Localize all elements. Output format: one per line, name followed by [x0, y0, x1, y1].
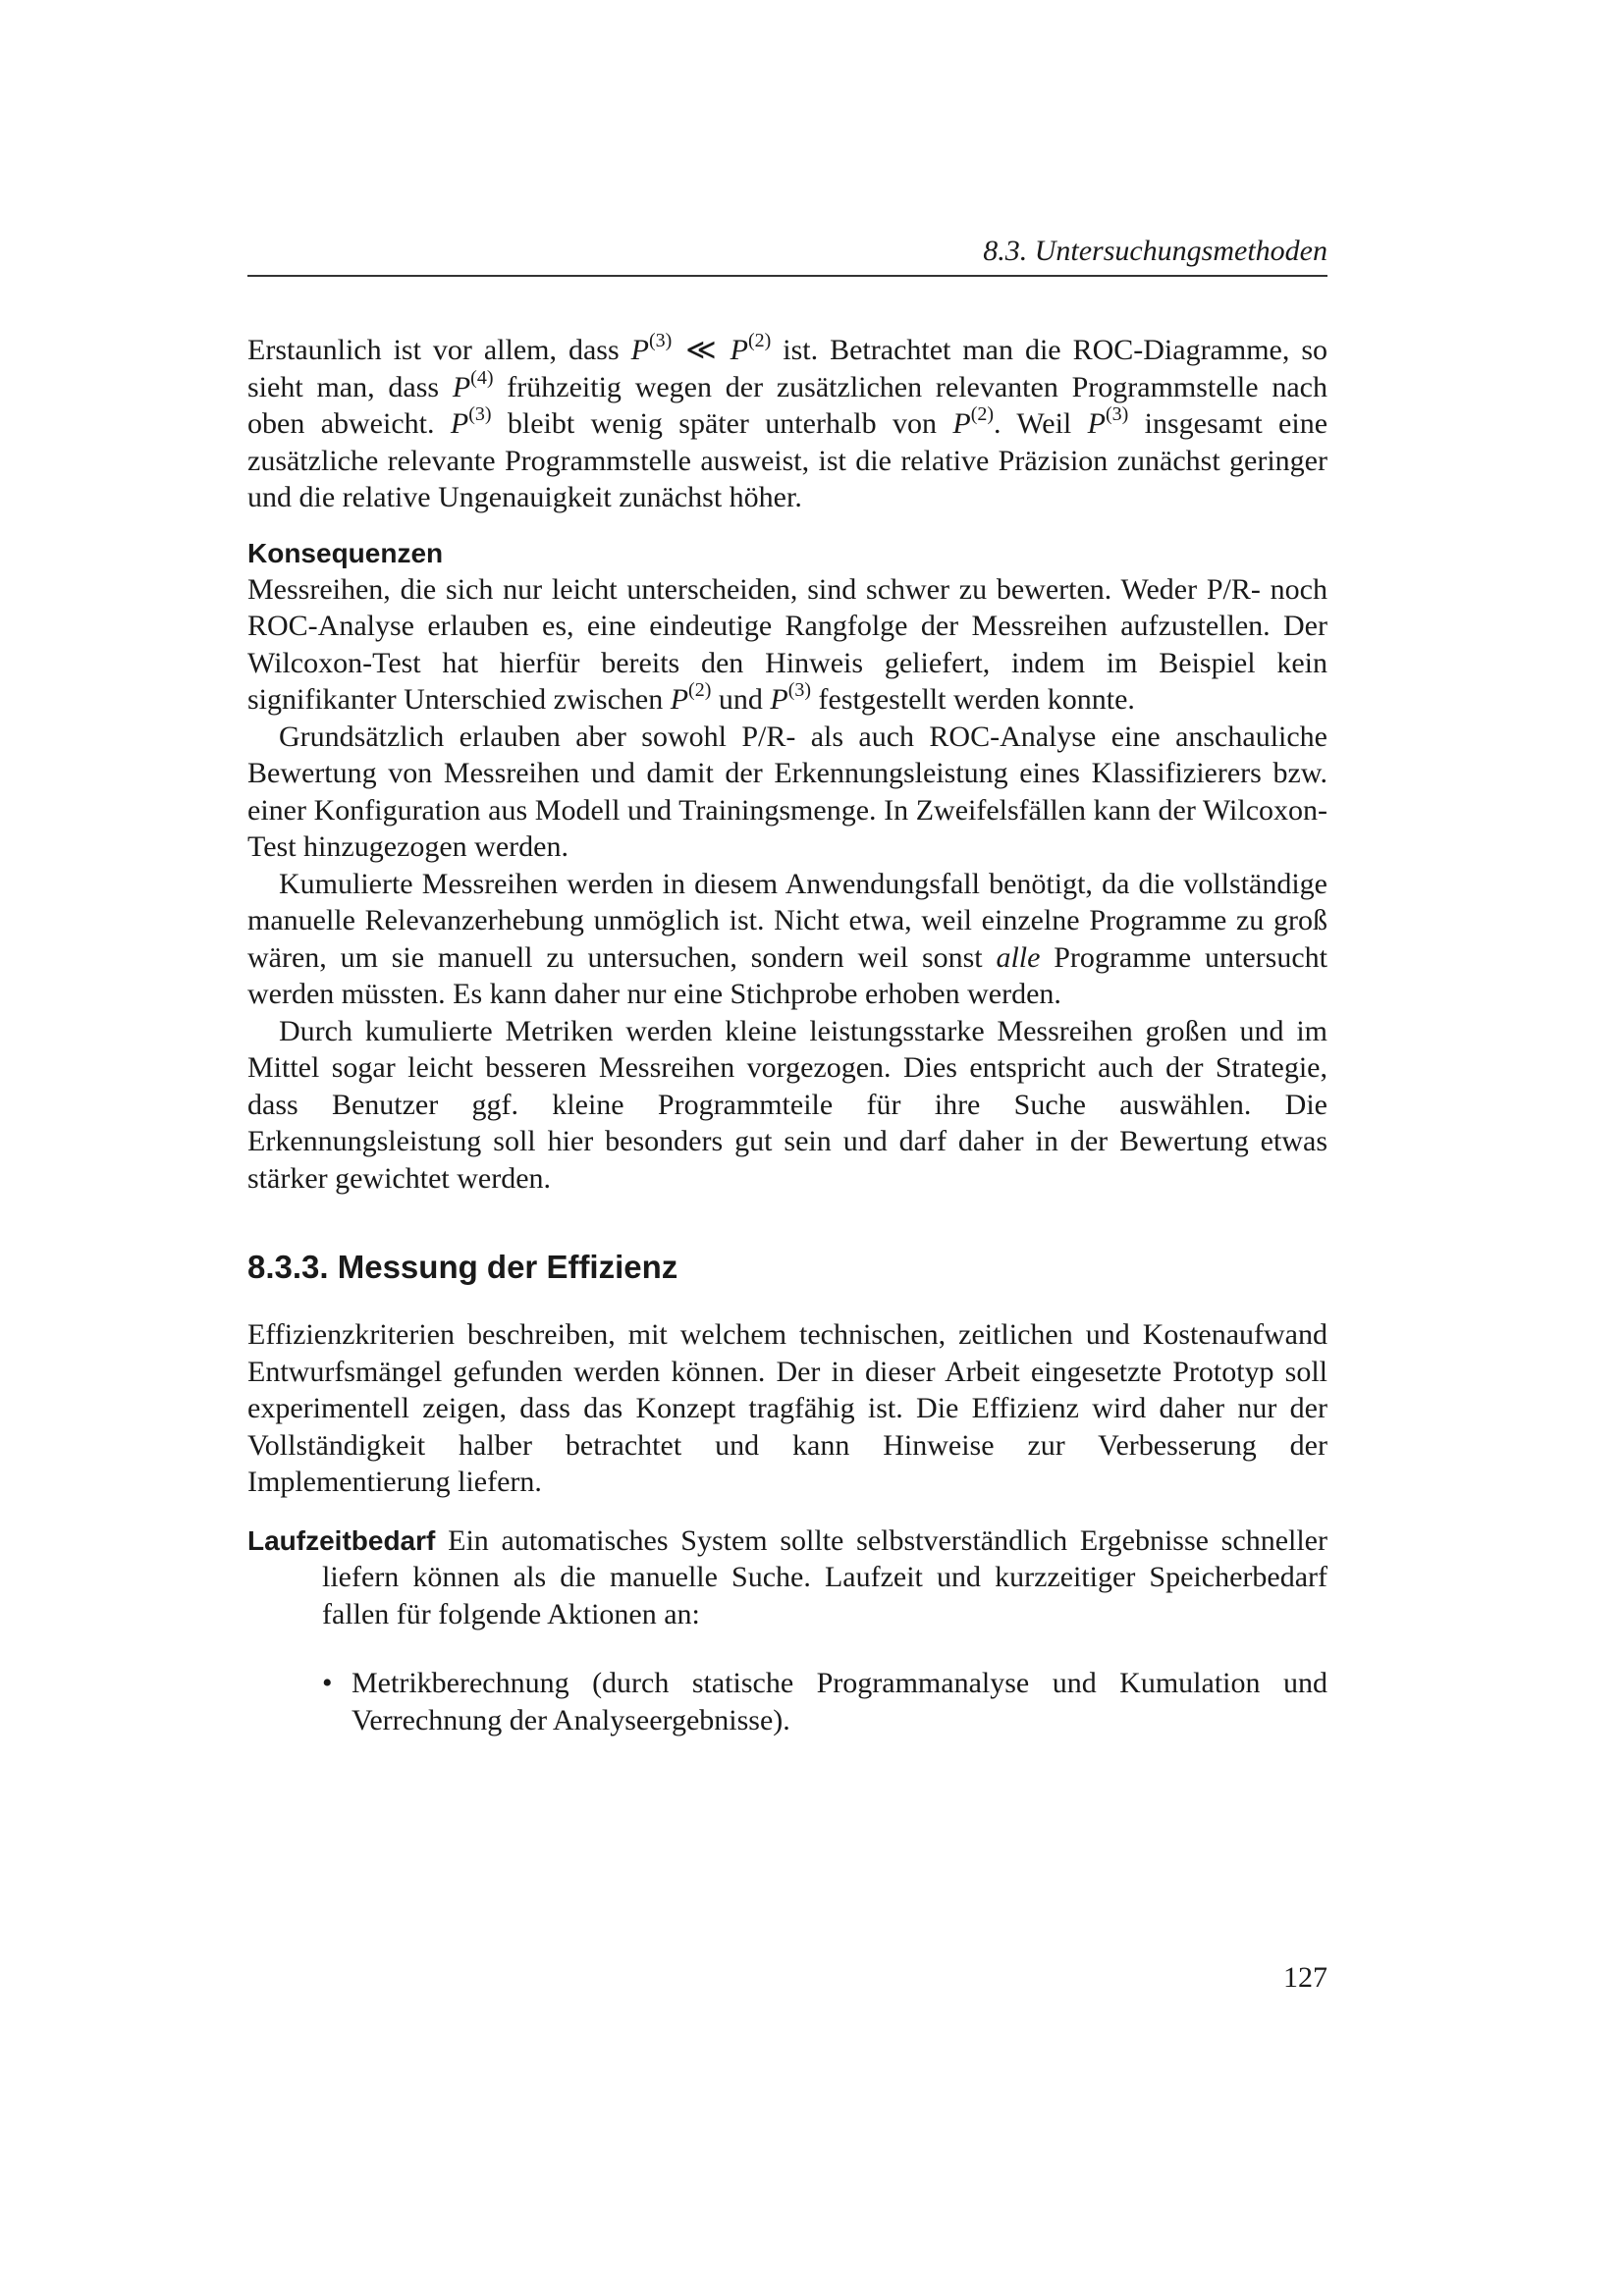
text-run: Messreihen, die sich nur leicht unterscheiden, sind schwer zu bewerten. Weder P/R- noch ROC-Analyse erlauben es, eine eindeutige Rangfolge der Messreihen aufzustellen. Der Wilcoxon-Test hat hierfür bereits den Hinweis geliefert, indem im Beispiel kein signifikanter Unterschied zwischen — [247, 572, 1327, 716]
paragraph-heading-konsequenzen: Konsequenzen — [247, 537, 444, 568]
math-p3: $P^{(3)}$ — [1087, 403, 1129, 440]
math-p3: $P^{(3)}$ — [450, 403, 492, 440]
text-run: insgesamt eine zusätzliche relevante Programmstelle ausweist, ist die relative Präzision zunächst geringer und die relative Ungenauigkeit zunächst höher. — [247, 407, 1328, 513]
math-p4: $P^{(4)}$ — [452, 366, 494, 403]
text-run: bleibt wenig später unterhalb von — [491, 407, 953, 440]
math-p2: $P^{(2)}$ — [670, 679, 712, 716]
text-run: festgestellt werden konnte. — [811, 683, 1135, 716]
section-paragraph-1: Effizienzkriterien beschreiben, mit welchem technischen, zeitlichen und Kostenaufwand Entwurfsmängel gefunden werden können. Der in dieser Arbeit eingesetzte Prototyp soll experimentell zeigen, dass das Konzept tragfähig ist. Die Effizienz wird daher nur der Vollständigkeit halber betrachtet und kann Hinweise zur Verbesserung der Implementierung liefern. — [247, 1318, 1327, 1498]
description-text: Ein automatisches System sollte selbstverständlich Ergebnisse schneller liefern können als die manuelle Suche. Laufzeit und kurzzeitiger Speicherbedarf fallen für folgende Aktionen an: — [322, 1523, 1327, 1630]
text-run: Kumulierte Messreihen werden in diesem Anwendungsfall benötigt, da die vollständige manuelle Relevanzerhebung unmöglich ist. Nicht etwa, weil einzelne Programme zu groß wären, um sie manuell zu untersuchen, sondern weil sonst — [247, 867, 1327, 974]
konsequenzen-paragraph-2: Grundsätzlich erlauben aber sowohl P/R- als auch ROC-Analyse eine anschauliche Bewertung von Messreihen und damit der Erkennungsleistung eines Klassifizierers bzw. einer Konfiguration aus Modell und Trainingsmenge. In Zweifelsfällen kann der Wilcoxon-Test hinzugezogen werden. — [247, 720, 1327, 863]
text-run: Erstaunlich ist vor allem, dass — [247, 334, 631, 366]
page-number: 127 — [1283, 1961, 1327, 1994]
emphasis: alle — [996, 940, 1041, 974]
konsequenzen-paragraph-1 — [247, 571, 1327, 719]
konsequenzen-paragraph-3 — [247, 866, 1327, 1013]
page-body — [247, 332, 1327, 1738]
description-paragraph — [247, 1522, 1327, 1633]
text-run: Programme untersucht werden müssten. Es kann daher nur eine Stichprobe erhoben werden. — [247, 940, 1327, 1010]
math-p3: $P^{(3)}$ — [770, 679, 812, 716]
much-less-symbol: ≪ — [685, 334, 717, 366]
description-item-laufzeitbedarf — [247, 1522, 1327, 1739]
section-heading: 8.3.3. Messung der Effizienz — [247, 1249, 678, 1285]
running-header: 8.3. Untersuchungsmethoden — [983, 235, 1327, 267]
text-run: ist. Betrachtet man die ROC-Diagramme, so sieht man, dass — [247, 334, 1328, 403]
text-run: und — [711, 683, 771, 716]
description-term: Laufzeitbedarf — [247, 1524, 436, 1556]
intro-paragraph — [247, 332, 1327, 516]
header-rule — [247, 275, 1327, 277]
text-run: frühzeitig wegen der zusätzlichen relevanten Programmstelle nach oben abweicht. — [247, 370, 1327, 440]
math-p2: $P^{(2)}$ — [730, 330, 772, 366]
bullet-list — [247, 1665, 1327, 1738]
konsequenzen-paragraph-4: Durch kumulierte Metriken werden kleine leistungsstarke Messreihen großen und im Mittel sogar leicht besseren Messreihen vorgezogen. Dies entspricht auch der Strategie, dass Benutzer ggf. kleine Programmteile für ihre Suche auswählen. Die Erkennungsleistung soll hier besonders gut sein und darf daher in der Bewertung etwas stärker gewichtet werden. — [247, 1014, 1327, 1195]
math-p3: $P^{(3)}$ — [630, 330, 673, 366]
text-run: . Weil — [994, 407, 1088, 440]
bullet-item: • Metrikberechnung (durch statische Programmanalyse und Kumulation und Verrechnung der Analyseergebnisse). — [352, 1665, 1327, 1738]
math-p2: $P^{(2)}$ — [952, 403, 995, 440]
